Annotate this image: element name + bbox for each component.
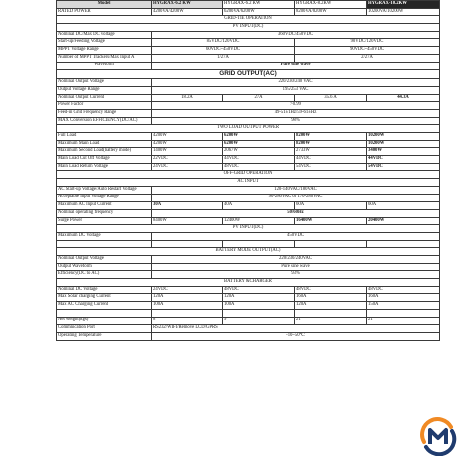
spec-value: Pure sine wave [152,263,440,271]
spec-value: 6200W [223,140,295,148]
empty-cell [57,309,152,317]
model-cell: HYGRAX-10.2KW [367,1,440,9]
spec-label: Nominal Output Voltage [57,79,152,87]
spec-value: 100A [223,302,295,310]
spec-row [57,232,440,240]
spec-label: Start-up/Feeding Voltage [57,39,152,47]
spec-value: 8200W [295,133,367,141]
section-header [57,248,440,256]
spec-value: 120-140VAC/180VAC [152,186,440,194]
spec-value: >0.99 [152,102,440,110]
spec-value: 220/230/240 VAC [152,79,440,87]
spec-value: 48VDC [367,286,440,294]
spec-value: 49-51±1Hz/59-61±Hz [152,109,440,117]
spec-value: 2733W [295,148,367,156]
spec-label: MPPT Voltage Range [57,47,152,55]
spec-row [57,163,440,171]
m-logo-icon [418,416,458,456]
section-title: OFF-GRID OPERATION [57,171,440,179]
spec-value: 120A [295,302,367,310]
spec-row [57,47,440,55]
spec-value: 44VDC [295,156,367,164]
spec-label: Net weight(kgs) [57,317,152,325]
spec-value: 150A [367,302,440,310]
spec-label: Nominal Output Current [57,94,152,102]
spec-label: Power Factor [57,102,152,110]
spec-label: Maximum Second Load(battery mode) [57,148,152,156]
model-row [57,1,440,9]
spec-value: 8200W [295,140,367,148]
spec-label: Maximum AC Input Current [57,202,152,210]
spec-value: 6200W [223,133,295,141]
spec-value: 8 [152,317,223,325]
spec-value: 360VDC/450VDC [152,31,440,39]
spec-label: Acceptable Input Voltage Range [57,194,152,202]
empty-cell [152,240,223,248]
spec-value: RS232/WIFI/Remove LCD/GPRS [152,325,440,333]
spec-value: 8400W [152,217,223,225]
spec-value: 60VDC~450VDC [152,47,295,55]
spec-label: Main Load Return Voltage [57,163,152,171]
spec-value: 22VDC [152,156,223,164]
empty-cell [152,309,223,317]
spec-row [57,156,440,164]
spec-value: 12400W [223,217,295,225]
model-label: Model [57,1,152,9]
model-cell: HYGRAX-8.2KW [295,1,367,9]
spec-label: AC Start-up Voltage/Auto Restart Voltage [57,186,152,194]
spec-row [57,317,440,325]
spec-row [57,332,440,340]
spec-label: Output Waveform [57,263,152,271]
rated-power-row [57,8,440,16]
spec-value: -10~50℃ [152,332,440,340]
spec-value: 40A [223,202,295,210]
spec-value: 60A [295,202,367,210]
spec-value: 90-280VAC or 170-280VAC [152,194,440,202]
spec-value: 35.6 A [295,94,367,102]
spec-value: 220/230/240VAC [152,256,440,264]
spec-row [57,202,440,210]
spec-label: Surge Power [57,217,152,225]
spec-label: Max Solar charging Current [57,294,152,302]
spec-value: 160A [367,294,440,302]
section-title: TWO LOAD OUTPUT POWER [57,125,440,133]
spec-row [57,31,440,39]
spec-value: 120A [152,294,223,302]
section-title: PV INPUT(DC) [57,24,440,32]
spec-value: 1400W [152,148,223,156]
spec-value: 24VDC [152,286,223,294]
spec-label: Maximum DC Voltage [57,232,152,240]
spec-value: 93% [152,271,440,279]
section-header [57,179,440,187]
spec-value: 98% [152,117,440,125]
spec-value: 44.3A [367,94,440,102]
spec-value: 20400W [367,217,440,225]
spec-label: Main Load Cut Off Voltage [57,156,152,164]
spec-value: 90VDC~450VDC [295,47,440,55]
spec-value: 10200W [367,140,440,148]
empty-cell [295,309,367,317]
spec-row [57,140,440,148]
model-cell: HYGRAX-6.2 KW [223,1,295,9]
section-header [57,16,440,24]
spec-label: Nominal Output Voltage [57,256,152,264]
spec-value: 4200W [152,140,223,148]
spec-value: 90VDC/120VDC [295,39,440,47]
spec-row [57,256,440,264]
section-header [57,24,440,32]
section-title: BATTERY &CHARGER [57,279,440,287]
spec-value: 2067W [223,148,295,156]
spec-value: 10200W [367,133,440,141]
spec-row [57,263,440,271]
spec-label: Number of MPPT Trackers/Max Input A [57,54,152,62]
spec-value: 100A [152,302,223,310]
section-header [57,279,440,287]
section-title: BATTERY MODE OUTPUT(AC) [57,248,440,256]
spec-value: Pure sine wave [152,62,440,70]
spec-row [57,271,440,279]
spec-row [57,286,440,294]
section-header [57,125,440,133]
spec-value: 2/27A [295,54,440,62]
rated-power-cell: 4200VA/4200W [152,8,223,16]
spec-row [57,39,440,47]
spec-value: 4200W [152,133,223,141]
rated-power-cell: 6200VA/6200W [223,8,295,16]
spec-row [57,148,440,156]
spec-value: 9 [223,317,295,325]
spec-value: 120A [223,294,295,302]
spec-row [57,325,440,333]
spec-value: 450VDC [152,232,440,240]
empty-cell [223,309,295,317]
spec-value: 195/253 VAC [152,86,440,94]
spec-value: 48VDC [295,286,367,294]
spec-row [57,194,440,202]
spec-label: Feed-in Grid Frequency Range [57,109,152,117]
spec-value: 50/60Hz [152,209,440,217]
spec-label: Waveform [57,62,152,70]
spacer-row [57,240,440,248]
spec-row [57,109,440,117]
spec-label: Efficiency(DC to AC) [57,271,152,279]
spec-value: 16400W [295,217,367,225]
section-header [57,171,440,179]
rated-power-cell: 10200VA/10200W [367,8,440,16]
model-cell: HYGRAX-6.2 KW [152,1,223,9]
spec-value: 27A [223,94,295,102]
spec-label: Maximum Main Load [57,140,152,148]
spec-row [57,186,440,194]
spec-value: 85VDC/120VDC [152,39,295,47]
spec-value: 3400W [367,148,440,156]
spacer-row [57,309,440,317]
empty-cell [367,309,440,317]
spec-value: 44VDC [367,156,440,164]
spec-row [57,133,440,141]
spec-row [57,54,440,62]
spec-row [57,294,440,302]
spec-label: Nominal DC/Max DC voltage [57,31,152,39]
empty-cell [223,240,295,248]
empty-cell [57,240,152,248]
spec-value: 24VDC [152,163,223,171]
spec-value: 44VDC [223,156,295,164]
spec-value: 1/27A [152,54,295,62]
spec-label: Nominal DC Voltage [57,286,152,294]
spec-row [57,102,440,110]
spec-row [57,94,440,102]
rated-power-label: RATED POWER [57,8,152,16]
spec-label: Nominal operating frequency [57,209,152,217]
spec-value: 21 [295,317,367,325]
spec-row [57,209,440,217]
section-title: AC INPUT [57,179,440,187]
spec-value: 30A [152,202,223,210]
spec-value: 21 [367,317,440,325]
spec-value: 18.2A [152,94,223,102]
rated-power-cell: 8200VA/8200W [295,8,367,16]
spec-label: MAX Conversion EFFICIENCY(DC/AC) [57,117,152,125]
section-title: GRID-TIE OPERATION [57,16,440,24]
section-title: PV INPUT(DC) [57,225,440,233]
spec-row [57,62,440,70]
spec-value: 54VDC [295,163,367,171]
spec-row [57,86,440,94]
spec-row [57,217,440,225]
spec-table [56,0,440,341]
spec-row [57,117,440,125]
spec-value: 48VDC [223,286,295,294]
empty-cell [367,240,440,248]
section-header [57,225,440,233]
spec-value: 160A [295,294,367,302]
empty-cell [295,240,367,248]
spec-label: Output Voltage Range [57,86,152,94]
section-title: GRID OUTPUT(AC) [57,70,440,79]
spec-row [57,302,440,310]
spec-value: 54VDC [367,163,440,171]
spec-label: Max AC Charging Current [57,302,152,310]
spec-value: 60A [367,202,440,210]
section-header [57,70,440,79]
spec-label: Full Load [57,133,152,141]
spec-row [57,79,440,87]
spec-label: Commnication Port [57,325,152,333]
spec-value: 48VDC [223,163,295,171]
spec-label: Operating Temperature [57,332,152,340]
